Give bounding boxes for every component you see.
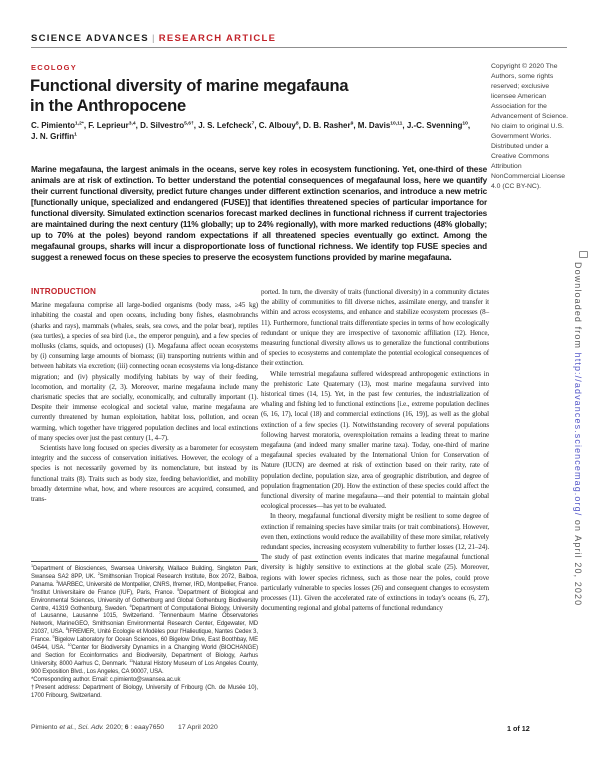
citation-author: Pimiento [31, 724, 60, 731]
article-type-label: RESEARCH ARTICLE [158, 33, 277, 44]
citation-journal: Sci. Adv. [77, 724, 106, 731]
corresponding-author-note: *Corresponding author. Email: c.pimiento@swansea.ac.uk [31, 676, 181, 683]
page-number: 1 of 12 [507, 724, 530, 733]
body-paragraph: While terrestrial megafauna suffered widespread anthropogenic extinctions in the prehistoric Late Quaternary (13), most marine megafauna survived into historical times (14, 15). Yet, in the past few centuries, the industrialization of whaling and fishing led to functional extinctions [i.e., extreme population declines (6, 16, 17), local (18) and commercial extinctions (16, 19)], as well as the global extinction of a few species (1). Notwithstanding recovery of several populations following harvest moratoria, overexploitation remains a leading threat to marine megafauna (and indeed many smaller marine taxa). Today, one-third of marine megafaunal species evaluated by the International Union for Conservation of Nature (IUCN) are deemed at risk of extinction based on their rarity, rate of population decline, population size, area of geographic distribution, and degree of population fragmentation (20). How the extinction of these species could affect the functional diversity of marine megafauna—and their potential to maintain global ecological processes—has yet to be evaluated. [261, 369, 489, 511]
citation-volume: 6 [124, 724, 129, 731]
masthead-separator: | [151, 33, 156, 44]
body-paragraph: Scientists have long focused on species diversity as a barometer for ecosystem integrity and the success of conservation initiatives. However, the ecology of a species is not necessarily governed by its nomenclature, but instead by its functional traits (8). Traits such as body size, feeding behavior/diet, and mobility broadly determine what, how, and where resources are acquired, consumed, and trans- [31, 444, 258, 504]
body-column-right [261, 287, 489, 614]
title-line-2: in the Anthropocene [30, 97, 187, 115]
journal-masthead [31, 33, 276, 44]
citation-year: 2020; [105, 724, 125, 731]
copyright-notice: Copyright © 2020 The Authors, some rights reserved; exclusive licensee American Association for the Advancement of Science. No claim to original U.S. Government Works. Distributed under a Creative Commons Attribution NonCommercial License 4.0 (CC BY-NC). [491, 63, 569, 190]
citation-comma: , [74, 724, 78, 731]
author-list: C. Pimiento$^{1,2*}$, F. Leprieur$^{3,4}$, D. Silvestro$^{5,6\dagger}$, J. S. Lefcheck$^7$, C. Albouy$^8$, D. B. Rasher$^9$, M. Davis$^{10,11}$, J.-C. Svenning$^{10}$, J. N. Griffin$^1$ [31, 121, 471, 141]
present-address-note: †Present address: Department of Biology, University of Fribourg (Ch. de Musée 10), 1700 Fribourg, Switzerland. [31, 684, 258, 699]
citation-date: 17 April 2020 [178, 724, 218, 731]
annotation-square-icon [579, 251, 588, 258]
section-label: ECOLOGY [31, 63, 77, 72]
download-banner-prefix: Downloaded from [573, 262, 583, 353]
body-paragraph: In theory, megafaunal functional diversity might be resilient to some degree of extinction if remaining species have similar traits (or trait combinations). However, even then, extinctions would reduce the availability of these more similar, relatively redundant species, increasing ecosystem vulnerability to further losses (12, 21–24). The study of past extinction events indicates that marine megafaunal functional diversity is highly sensitive to extinctions at the global scale (25). Moreover, regions with lower species richness, such as those near the poles, could prove particularly vulnerable to species losses (26) and consequent changes to ecosystem processes (11). Given the accelerated rate of extinctions in today's oceans (6, 27), documenting regional and global patterns of functional redundancy [261, 512, 489, 613]
footnotes-block [31, 561, 258, 700]
citation-eid: : eaay7650 [128, 724, 165, 731]
body-column-left [31, 287, 258, 504]
affiliations-note: $^1$Department of Biosciences, Swansea University, Wallace Building, Singleton Park, Swansea SA2 8PP, UK. $^2$Smithsonian Tropical Research Institute, Box 2072, Balboa, Panama. $^3$MARBEC, Université de Montpellier, CNRS, Ifremer, IRD, Montpellier, France. $^4$Institut Universitaire de France (IUF), Paris, France. $^5$Department of Biological and Environmental Sciences, University of Gothenburg and Global Gothenburg Biodiversity Centre, 41319 Gothenburg, Sweden. $^6$Department of Computational Biology, University of Lausanne, Lausanne 1015, Switzerland. $^7$Tennenbaum Marine Observatories Network, MarineGEO, Smithsonian Environmental Research Center, Edgewater, MD 21037, USA. $^8$IFREMER, Unité Ecologie et Modèles pour l'Halieutique, Nantes Cedex 3, France. $^9$Bigelow Laboratory for Ocean Sciences, 60 Bigelow Drive, East Boothbay, ME 04544, USA. $^{10}$Center for Biodiversity Dynamics in a Changing World (BIOCHANGE) and Section for Ecoinformatics and Biodiversity, Department of Biology, Aarhus University, 8000 Aarhus C, Denmark. $^{11}$Natural History Museum of Los Angeles County, 900 Exposition Blvd., Los Angeles, CA 90007, USA. [31, 564, 258, 675]
intro-paragraphs-left [31, 300, 258, 504]
abstract: Marine megafauna, the largest animals in the oceans, serve key roles in ecosystem functioning. Yet, one-third of these animals are at risk of extinction. To better understand the potential consequences of megafaunal loss, here we quantify their current functional diversity, predict future changes under different extinction scenarios, and introduce a new metric [functionally unique, specialized and endangered (FUSE)] that identifies threatened species of particular importance for functional diversity. Simulated extinction scenarios forecast marked declines in functional richness if current trajectories are maintained during the next century (11% globally; up to 24% regionally), with more marked reductions (48% globally; up to 70% at the poles) beyond random expectations if all threatened species eventually go extinct. Among the megafaunal groups, sharks will incur a disproportionate loss of functional richness. We identify top FUSE species and suggest a renewed focus on these species to preserve the ecosystem functions provided by marine megafauna. [31, 165, 487, 262]
citation-footer [31, 724, 218, 731]
introduction-heading: INTRODUCTION [31, 287, 97, 296]
body-paragraph: Marine megafauna comprise all large-bodied organisms (body mass, ≥45 kg) inhabiting the coastal and open oceans, including bony fishes, elasmobranchs (sharks and rays), mammals (whales, seals, sea cows, and the polar bear), reptiles (sea turtles), a species of sea bird (i.e., the emperor penguin), and a few species of mollusks (clams, squids, and octopuses) (1). Megafauna affect ocean ecosystems by (i) consuming large amounts of biomass; (ii) transporting nutrients within and between habitats via excretion; (iii) connecting ocean ecosystems via long-distance migration; and (iv) physically modifying habitats by way of their feeding, locomotion, and mortality (2, 3). Moreover, marine megafauna include many charismatic species that are socially, economically, and culturally important (1). Despite their immense ecological and societal value, marine megafauna are currently threatened by human exploitation, habitat loss, pollution, and ocean warming, which together have triggered population declines and local extinctions of many species over just the past century (1, 4–7). [31, 301, 258, 442]
body-paragraph: ported. In turn, the diversity of traits (functional diversity) in a community dictates the ability of communities to fill diverse niches, assimilate energy, and transfer it within and across ecosystems, and enhance and stabilize ecosystem processes (8–11). Furthermore, functional traits differentiate species in terms of how ecologically redundant or unique they are irrespective of taxonomic affiliation (12). Hence, measuring functional diversity allows us to generalize the functional contributions of species to ecosystems and contemplate the potential ecological consequences of their extinction. [261, 288, 489, 368]
journal-url-link[interactable]: http://advances.sciencemag.org/ [573, 352, 583, 517]
article-title [30, 76, 348, 116]
title-line-1: Functional diversity of marine megafauna [30, 77, 349, 95]
citation-etal: et al. [59, 724, 75, 731]
journal-name: SCIENCE ADVANCES [31, 33, 149, 44]
download-banner [573, 262, 583, 652]
header-rule [31, 47, 567, 48]
download-banner-suffix: on April 20, 2020 [573, 516, 583, 607]
